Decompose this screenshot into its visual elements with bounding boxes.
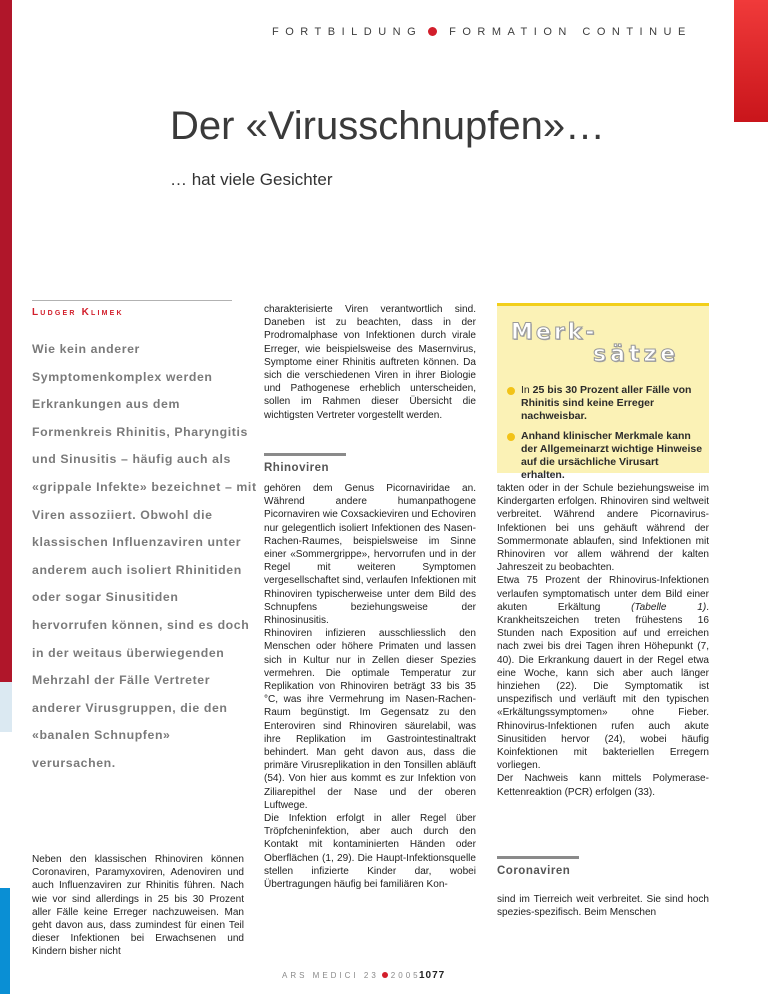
page-title: Der «Virusschnupfen»… [170,104,606,148]
paragraph: Etwa 75 Prozent der Rhinovirus-Infektionen verlaufen symptomatisch unter dem Bild einer akuten Erkältung [497,575,709,613]
section-kicker [272,26,692,38]
bullet-icon [507,387,515,395]
paragraph: Der Nachweis kann mittels Polymerase-Kettenreaktion (PCR) erfolgen (33). [497,773,709,798]
page-number: 1077 [419,970,446,981]
merksaetze-item [507,384,703,423]
kicker-right: FORMATION CONTINUE [449,26,692,38]
merksaetze-item-text: 25 bis 30 Prozent aller Fälle von Rhinitis sind keine Erreger nachweisbar. [521,384,692,422]
merksaetze-item [507,430,703,482]
paragraph: gehören dem Genus Picornaviridae an. Während andere humanpathogene Picornaviren wie Coxsackieviren und Echoviren nur gelegentlich isoliert Infektionen des Nasen-Rachen-Raumes, beispielsweise im Sinne einer «Sommergrippe», hervorrufen und in der Regel mit weiteren Symptomen vergesellschaftet sind, verlaufen Infektionen mit Rhinoviren typischerweise unter dem Bild des Schnupfens beziehungsweise der Rhinosinusitis. [264,483,476,627]
subhead-coronaviren [497,856,697,877]
merksaetze-box [497,303,709,481]
kicker-dot-icon [428,27,437,36]
footer-year: 2005 [390,971,421,980]
kicker-left: FORTBILDUNG [272,26,423,38]
footer-journal-name: ARS MEDICI 23 [282,971,379,980]
subhead-rule [264,453,346,456]
footer-dot-icon [382,972,388,978]
paragraph: Rhinoviren infizieren ausschliesslich den Menschen oder höhere Primaten und lassen sich in Kultur nur in Zellen dieser Spezies vermehren. Die optimale Temperatur zur Replikation von Rhinoviren beträgt 33 bis 35 °C, was ihre Vermehrung im Nasen-Rachen-Raum begünstigt. Im Gegensatz zu den Enteroviren sind Rhinoviren säurelabil, was ihre Replikation im Gastrointestinaltrakt behindert. Man geht davon aus, dass die primäre Virusreplikation in den Tonsillen abläuft (54). Von hier aus kommt es zur Infektion von Ziliarepithel der Nase und der oberen Luftwege. [264,628,476,811]
table-reference: (Tabelle 1) [631,601,707,613]
body-column-1: Neben den klassischen Rhinoviren können Coronaviren, Paramyxoviren, Adenoviren und auch Influenzaviren zur Rhinitis führen. Nach wie vor sind allerdings in 25 bis 30 Prozent aller Fälle keine Erreger nachzuweisen. Man geht davon aus, dass zumindest für einen Teil dieser Infektionen bei Erwachsenen und Kindern bisher nicht [32,854,244,958]
subhead-rhinoviren-label: Rhinoviren [264,462,330,474]
subhead-coronaviren-label: Coronaviren [497,865,571,877]
left-blue-bar [0,888,10,994]
paragraph: takten oder in der Schule beziehungsweise im Kindergarten erfolgen. Rhinoviren sind weltweit verbreitet. Während andere Picornavirus-Infektionen bei uns gehäuft während der Sommermonate ablaufen, sind Infektionen mit Rhinoviren vor allem während der kalten Jahreszeit zu beobachten. [497,483,709,574]
merksaetze-title-2: sätze [593,342,680,367]
page-subtitle: … hat viele Gesichter [170,170,333,189]
lead-paragraph: Wie kein anderer Symptomenkomplex werden Erkrankungen aus dem Formenkreis Rhinitis, Pharyngitis und Sinusitis – häufig auch als «grippale Infekte» bezeichnet – mit Viren assoziiert. Obwohl die klassischen Influenzaviren unter anderem auch isoliert Rhinitiden oder sogar Sinusitiden hervorrufen können, sind es doch in der weitaus überwiegenden Mehrzahl der Fälle Vertreter anderer Virusgruppen, die den «banalen Schnupfen» verursachen. [32,342,257,770]
paragraph: . Krankheitszeichen treten frühestens 16 Stunden nach Exposition auf und erreichen nach zwei bis drei Tagen ihren Höhepunkt (7, 40). Die Erkrankung dauert in der Regel etwa eine Woche, kann sich aber auch länger hinziehen (22). Die Symptomatik ist unspezifisch und verläuft mit den typischen «Erkältungssymptomen» ohne Fieber. Rhinovirus-Infektionen rufen auch akute Sinusitiden hervor (24), wobei häufig Koinfektionen mit bakteriellen Erregern vorliegen. [497,601,709,772]
author-name: Ludger Klimek [32,300,232,318]
body-column-2-top: charakterisierte Viren verantwortlich sind. Daneben ist zu beachten, dass in der Prodromalphase von Infektionen durch virale Erreger, wie beispielsweise des Masernvirus, Symptome einer Rhinitis auftreten können. Da sich die verschiedenen Viren in ihrer Biologie und Pathogenese erheblich unterscheiden, sollen im Rahmen dieser Übersicht die wichtigsten Vertreter vorgestellt werden. [264,304,476,421]
left-color-bar [0,0,12,682]
bullet-icon [507,433,515,441]
corner-color-bar [734,0,768,122]
merksaetze-title-1: Merk- [511,320,598,345]
left-pale-bar [0,682,12,732]
merksaetze-item-text: Anhand klinischer Merkmale kann der Allgemeinarzt wichtige Hinweise auf die ursächliche Virusart erhalten. [521,430,703,481]
subhead-rhinoviren [264,453,464,474]
merksaetze-item-lead: In [521,384,530,396]
merksaetze-list [507,384,703,489]
body-column-2-bottom [264,482,476,891]
paragraph: Die Infektion erfolgt in aller Regel über Tröpfcheninfektion, aber auch durch den Kontakt mit kontaminierten Händen oder Oberflächen (1, 29). Die Haupt-Infektionsquelle stellen infizierte Kinder dar, wobei Übertragungen häufig bei familiären Kon- [264,813,476,891]
body-column-3-top [497,482,709,799]
body-column-3-bottom: sind im Tierreich weit verbreitet. Sie sind hoch spezies-spezifisch. Beim Menschen [497,894,709,919]
subhead-rule [497,856,579,859]
footer-journal [282,971,421,980]
